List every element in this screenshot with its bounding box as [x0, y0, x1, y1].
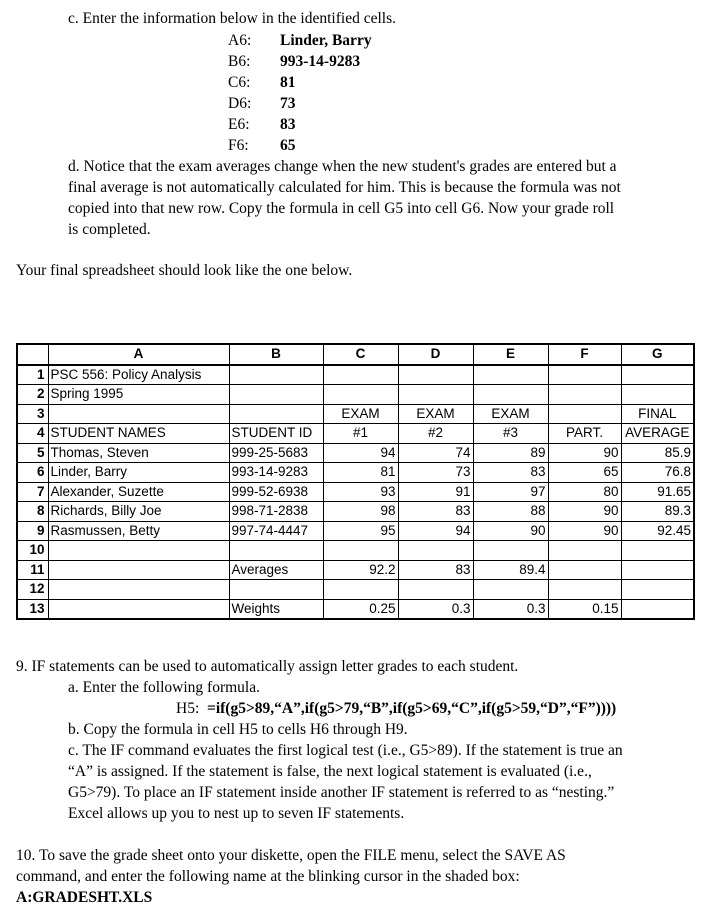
sheet-row: [17, 443, 694, 463]
cell-entry: [228, 30, 372, 51]
sheet-cell: 81: [323, 463, 398, 483]
step-9-heading: 9. IF statements can be used to automatically assign letter grades to each student.: [16, 658, 519, 675]
row-number: 10: [17, 541, 48, 561]
step-10-paragraph: [16, 845, 566, 908]
cell-ref: F6:: [228, 137, 249, 154]
sheet-cell: 88: [473, 502, 548, 522]
sheet-cell: 89: [473, 443, 548, 463]
step-10-line: 10. To save the grade sheet onto your diskette, open the FILE menu, select the SAVE AS: [16, 847, 566, 864]
step-d-line: final average is not automatically calculated for him. This is because the formula was not: [68, 179, 621, 196]
column-header: B: [229, 344, 323, 365]
if-formula: =if(g5>89,“A”,if(g5>79,“B”,if(g5>69,“C”,if(g5>59,“D”,“F”)))): [207, 700, 617, 717]
sheet-cell: 89.4: [473, 560, 548, 580]
sheet-cell: 90: [548, 521, 621, 541]
row-number: 13: [17, 599, 48, 619]
cell-value: Linder, Barry: [280, 32, 372, 49]
step-9c-line: c. The IF command evaluates the first logical test (i.e., G5>89). If the statement is true an: [68, 742, 623, 759]
sheet-cell: [229, 385, 323, 405]
sheet-cell: [621, 599, 694, 619]
sheet-cell: [621, 541, 694, 561]
sheet-cell: #1: [323, 424, 398, 444]
column-header-row: [17, 344, 694, 365]
sheet-cell: Weights: [229, 599, 323, 619]
sheet-cell: 94: [398, 521, 473, 541]
cell-value: 73: [280, 95, 296, 112]
cell-value: 83: [280, 116, 296, 133]
sheet-cell: 90: [473, 521, 548, 541]
cell-ref: C6:: [228, 74, 251, 91]
sheet-cell: EXAM: [473, 404, 548, 424]
sheet-row: [17, 541, 694, 561]
sheet-cell: #2: [398, 424, 473, 444]
sheet-cell: PSC 556: Policy Analysis: [48, 365, 229, 385]
step-10-line: command, and enter the following name at the blinking cursor in the shaded box:: [16, 868, 520, 885]
sheet-cell: 83: [398, 502, 473, 522]
sheet-cell: FINAL: [621, 404, 694, 424]
row-number: 9: [17, 521, 48, 541]
sheet-cell: [48, 580, 229, 600]
sheet-cell: EXAM: [323, 404, 398, 424]
sheet-cell: 997-74-4447: [229, 521, 323, 541]
sheet-cell: [229, 404, 323, 424]
sheet-cell: [398, 385, 473, 405]
row-number: 11: [17, 560, 48, 580]
sheet-cell: Richards, Billy Joe: [48, 502, 229, 522]
step-d-line: d. Notice that the exam averages change when the new student's grades are entered but a: [68, 158, 617, 175]
step-d-line: copied into that new row. Copy the formula in cell G5 into cell G6. Now your grade roll: [68, 200, 615, 217]
row-number: 2: [17, 385, 48, 405]
sheet-cell: Linder, Barry: [48, 463, 229, 483]
sheet-cell: 98: [323, 502, 398, 522]
sheet-cell: STUDENT NAMES: [48, 424, 229, 444]
sheet-cell: 74: [398, 443, 473, 463]
row-number: 1: [17, 365, 48, 385]
corner-cell: [17, 344, 48, 365]
sheet-cell: [621, 385, 694, 405]
cell-entry: [228, 114, 296, 135]
sheet-cell: Averages: [229, 560, 323, 580]
sheet-cell: #3: [473, 424, 548, 444]
sheet-cell: [48, 541, 229, 561]
row-number: 8: [17, 502, 48, 522]
sheet-cell: 0.15: [548, 599, 621, 619]
cell-value: 993-14-9283: [280, 53, 361, 70]
sheet-cell: [48, 560, 229, 580]
sheet-cell: 90: [548, 443, 621, 463]
sheet-cell: 92.2: [323, 560, 398, 580]
row-number: 5: [17, 443, 48, 463]
step-c-text: c. Enter the information below in the identified cells.: [68, 10, 396, 27]
sheet-cell: Thomas, Steven: [48, 443, 229, 463]
column-header: C: [323, 344, 398, 365]
row-number: 12: [17, 580, 48, 600]
sheet-cell: [398, 541, 473, 561]
cell-entry: [228, 51, 360, 72]
formula-line: [176, 698, 616, 719]
sheet-row: [17, 385, 694, 405]
sheet-cell: Spring 1995: [48, 385, 229, 405]
column-header: G: [621, 344, 694, 365]
sheet-cell: 83: [398, 560, 473, 580]
sheet-cell: 89.3: [621, 502, 694, 522]
sheet-row: [17, 599, 694, 619]
sheet-cell: 80: [548, 482, 621, 502]
cell-value: 81: [280, 74, 296, 91]
sheet-cell: 0.25: [323, 599, 398, 619]
row-number: 6: [17, 463, 48, 483]
grade-spreadsheet: [16, 343, 695, 620]
cell-ref: E6:: [228, 116, 250, 133]
step-9c-line: Excel allows up you to nest up to seven IF statements.: [68, 805, 405, 822]
sheet-row: [17, 560, 694, 580]
column-header: A: [48, 344, 229, 365]
cell-ref: B6:: [228, 53, 251, 70]
cell-ref: A6:: [228, 32, 252, 49]
sheet-cell: 91.65: [621, 482, 694, 502]
sheet-cell: 92.45: [621, 521, 694, 541]
formula-cell-label: H5:: [176, 700, 200, 717]
sheet-cell: [229, 580, 323, 600]
sheet-cell: [548, 560, 621, 580]
sheet-cell: [323, 541, 398, 561]
row-number: 3: [17, 404, 48, 424]
sheet-cell: [229, 365, 323, 385]
sheet-cell: STUDENT ID: [229, 424, 323, 444]
sheet-cell: [548, 404, 621, 424]
sheet-cell: 91: [398, 482, 473, 502]
sheet-row: [17, 521, 694, 541]
step-9c-line: “A” is assigned. If the statement is false, the next logical statement is evaluated (i.e.,: [68, 763, 592, 780]
sheet-cell: 85.9: [621, 443, 694, 463]
cell-entry: [228, 93, 296, 114]
sheet-cell: 999-52-6938: [229, 482, 323, 502]
cell-ref: D6:: [228, 95, 252, 112]
sheet-row: [17, 404, 694, 424]
step-9c-line: G5>79). To place an IF statement inside another IF statement is referred to as “nesting.”: [68, 784, 615, 801]
sheet-cell: PART.: [548, 424, 621, 444]
sheet-cell: 0.3: [398, 599, 473, 619]
sheet-cell: 73: [398, 463, 473, 483]
sheet-cell: Alexander, Suzette: [48, 482, 229, 502]
sheet-cell: 83: [473, 463, 548, 483]
sheet-cell: [548, 385, 621, 405]
sheet-cell: [473, 580, 548, 600]
column-header: E: [473, 344, 548, 365]
sheet-cell: 65: [548, 463, 621, 483]
sheet-cell: 93: [323, 482, 398, 502]
sheet-cell: [548, 580, 621, 600]
sheet-row: [17, 365, 694, 385]
column-header: D: [398, 344, 473, 365]
step-d-line: is completed.: [68, 221, 151, 238]
save-filename: A:GRADESHT.XLS: [16, 889, 153, 906]
sheet-cell: Rasmussen, Betty: [48, 521, 229, 541]
sheet-cell: 95: [323, 521, 398, 541]
sheet-cell: [323, 385, 398, 405]
sheet-cell: [48, 599, 229, 619]
row-number: 7: [17, 482, 48, 502]
step-d-paragraph: [68, 156, 621, 240]
sheet-cell: AVERAGE: [621, 424, 694, 444]
sheet-cell: 998-71-2838: [229, 502, 323, 522]
sheet-cell: [398, 365, 473, 385]
sheet-cell: [323, 365, 398, 385]
sheet-cell: [621, 560, 694, 580]
sheet-cell: [473, 385, 548, 405]
cell-value: 65: [280, 137, 296, 154]
sheet-row: [17, 502, 694, 522]
sheet-cell: 993-14-9283: [229, 463, 323, 483]
sheet-cell: 999-25-5683: [229, 443, 323, 463]
sheet-cell: [548, 541, 621, 561]
sheet-cell: EXAM: [398, 404, 473, 424]
sheet-cell: [48, 404, 229, 424]
sheet-cell: 0.3: [473, 599, 548, 619]
sheet-cell: [548, 365, 621, 385]
sheet-cell: [621, 365, 694, 385]
column-header: F: [548, 344, 621, 365]
step-9b-text: b. Copy the formula in cell H5 to cells H6 through H9.: [68, 721, 408, 738]
step-9a-text: a. Enter the following formula.: [68, 679, 260, 696]
sheet-cell: [323, 580, 398, 600]
cell-entry: [228, 135, 296, 156]
sheet-cell: [473, 365, 548, 385]
sheet-cell: 94: [323, 443, 398, 463]
sheet-cell: 90: [548, 502, 621, 522]
sheet-cell: [621, 580, 694, 600]
sheet-cell: [229, 541, 323, 561]
sheet-row: [17, 463, 694, 483]
sheet-row: [17, 580, 694, 600]
sheet-row: [17, 482, 694, 502]
sheet-row: [17, 424, 694, 444]
sheet-cell: [398, 580, 473, 600]
step-9c-paragraph: [68, 740, 623, 824]
sheet-cell: 97: [473, 482, 548, 502]
cell-entry: [228, 72, 296, 93]
sheet-cell: 76.8: [621, 463, 694, 483]
sheet-cell: [473, 541, 548, 561]
row-number: 4: [17, 424, 48, 444]
final-sheet-intro: Your final spreadsheet should look like the one below.: [16, 262, 353, 279]
